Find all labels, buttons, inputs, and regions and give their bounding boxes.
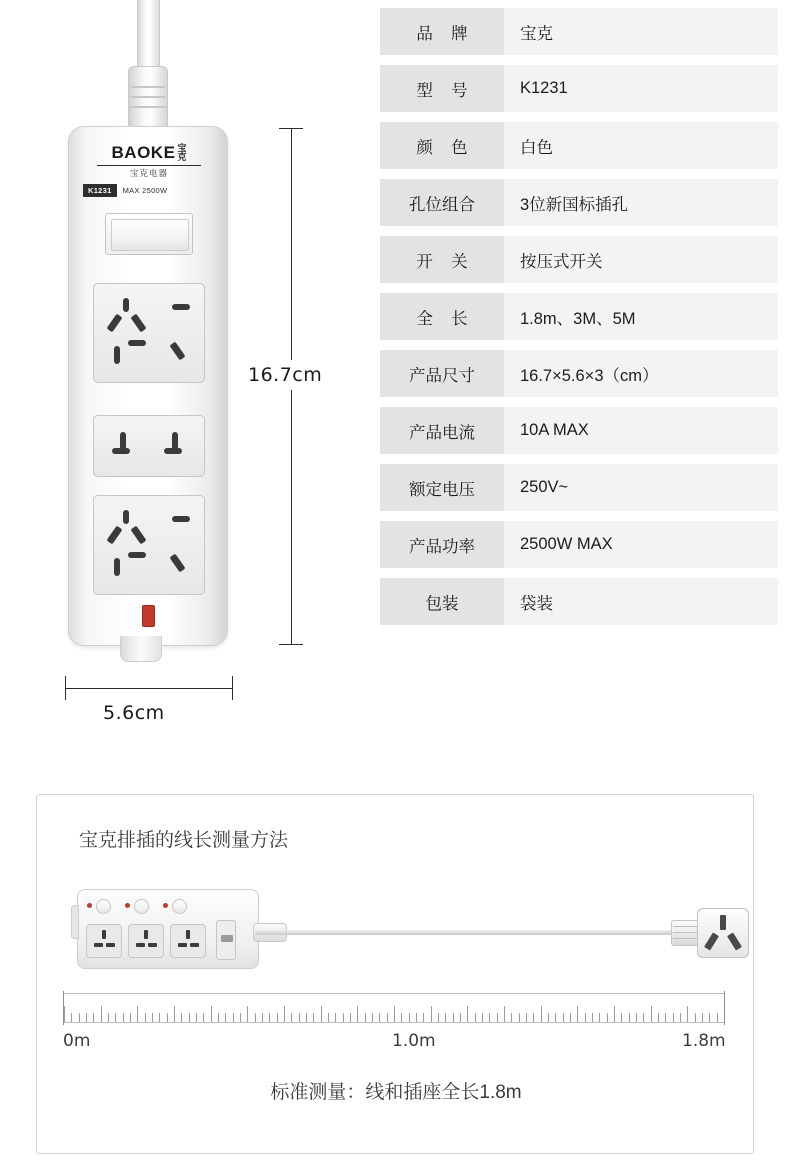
ruler-tick: [159, 1013, 160, 1022]
table-row: [380, 65, 778, 112]
ruler-tick: [130, 1013, 131, 1022]
ruler-tick: [328, 1013, 329, 1022]
ruler-tick: [71, 1013, 72, 1022]
socket-hole: [114, 558, 120, 576]
ruler-tick: [240, 1013, 241, 1022]
ruler-tick: [181, 1013, 182, 1022]
spec-value: K1231: [504, 65, 778, 112]
plug-neck-ridge: [673, 926, 697, 927]
dimension-height-label: 16.7cm: [246, 360, 324, 390]
ruler-tick: [519, 1013, 520, 1022]
ruler-tick: [64, 1006, 65, 1022]
socket-hole: [106, 526, 122, 545]
ruler-tick: [299, 1013, 300, 1022]
ruler-tick: [548, 1013, 549, 1022]
power-cable: [137, 0, 160, 70]
ruler-tick: [357, 1006, 358, 1022]
plug-neck-ridge: [673, 932, 697, 933]
ruler-tick: [115, 1013, 116, 1022]
ruler-tick: [233, 1013, 234, 1022]
table-row: [380, 521, 778, 568]
switch-rocker[interactable]: [111, 219, 189, 251]
socket-hole: [106, 314, 122, 333]
spec-label: 产品电流: [380, 407, 504, 454]
socket-hole: [130, 314, 146, 333]
spec-label: 产品功率: [380, 521, 504, 568]
ruler-tick: [277, 1013, 278, 1022]
socket-3: [93, 495, 205, 595]
ruler-label-middle: 1.0m: [392, 1031, 436, 1051]
spec-label: 孔位组合: [380, 179, 504, 226]
ruler-tick: [511, 1013, 512, 1022]
spec-value: 白色: [504, 122, 778, 169]
ruler-tick: [269, 1013, 270, 1022]
brand-subtitle: 宝克电器: [129, 168, 168, 178]
power-switch[interactable]: [105, 213, 193, 255]
ruler-tick: [629, 1013, 630, 1022]
usb-port-icon: [216, 920, 236, 960]
power-strip-body: [68, 126, 228, 646]
ruler-tick: [467, 1006, 468, 1022]
socket-hole: [186, 930, 190, 939]
socket-hole: [136, 943, 145, 947]
plug-pin: [704, 932, 719, 950]
table-row: [380, 350, 778, 397]
wall-plug: [697, 908, 749, 958]
socket-hole: [164, 448, 182, 454]
ruler-tick: [93, 1013, 94, 1022]
socket-hole: [128, 552, 146, 558]
model-bar: [83, 183, 215, 198]
mini-socket: [170, 924, 206, 958]
ruler-tick: [262, 1013, 263, 1022]
ruler-tick: [460, 1013, 461, 1022]
socket-hole: [102, 930, 106, 939]
table-row: [380, 8, 778, 55]
dimension-width-label: 5.6cm: [103, 702, 165, 724]
dimension-cap-bottom: [279, 644, 303, 645]
ruler-tick: [533, 1013, 534, 1022]
spec-value: 袋装: [504, 578, 778, 625]
table-row: [380, 236, 778, 283]
spec-label: 包装: [380, 578, 504, 625]
table-row: [380, 407, 778, 454]
ruler-tick: [592, 1013, 593, 1022]
ruler-tick: [475, 1013, 476, 1022]
ruler-tick: [614, 1006, 615, 1022]
ruler-tick: [79, 1013, 80, 1022]
mini-switch-button[interactable]: [96, 899, 111, 914]
socket-hole: [172, 516, 190, 522]
socket-hole: [169, 554, 185, 573]
ruler-tick: [123, 1013, 124, 1022]
table-row: [380, 464, 778, 511]
ruler-tick: [247, 1006, 248, 1022]
cable-ring-icon: [131, 86, 165, 88]
brand-name-en: BAOKE: [111, 143, 176, 162]
table-row: [380, 578, 778, 625]
table-row: [380, 122, 778, 169]
spec-value: 3位新国标插孔: [504, 179, 778, 226]
plug-neck-ridge: [673, 938, 697, 939]
ruler-tick: [423, 1013, 424, 1022]
socket-hole: [130, 526, 146, 545]
ruler-tick: [137, 1006, 138, 1022]
ruler-tick: [409, 1013, 410, 1022]
socket-hole: [94, 943, 103, 947]
spec-value: 按压式开关: [504, 236, 778, 283]
socket-hole: [112, 448, 130, 454]
ruler-end-right: [724, 991, 725, 1025]
socket-hole: [148, 943, 157, 947]
mini-socket: [86, 924, 122, 958]
spec-value: 宝克: [504, 8, 778, 55]
plug-pin: [720, 915, 726, 930]
mini-indicator-light: [125, 903, 130, 908]
ruler-tick: [643, 1013, 644, 1022]
table-row: [380, 293, 778, 340]
ruler-tick: [658, 1013, 659, 1022]
spec-label: 产品尺寸: [380, 350, 504, 397]
spec-value: 250V~: [504, 464, 778, 511]
ruler-tick: [218, 1013, 219, 1022]
socket-1: [93, 283, 205, 383]
ruler-tick: [203, 1013, 204, 1022]
mini-indicator-light: [163, 903, 168, 908]
power-cord: [255, 930, 689, 935]
mini-switch-button[interactable]: [134, 899, 149, 914]
brand-logo: [83, 143, 215, 179]
brand-cn-char-2: 克: [177, 152, 187, 162]
ruler: [63, 993, 725, 1023]
ruler-tick: [717, 1013, 718, 1022]
dimension-line-horizontal: [65, 688, 233, 689]
ruler-tick: [255, 1013, 256, 1022]
ruler-tick: [225, 1013, 226, 1022]
ruler-tick: [365, 1013, 366, 1022]
socket-hole: [169, 342, 185, 361]
spec-label: 额定电压: [380, 464, 504, 511]
ruler-tick: [453, 1013, 454, 1022]
ruler-tick: [108, 1013, 109, 1022]
ruler-tick: [695, 1013, 696, 1022]
ruler-end-left: [63, 991, 64, 1025]
ruler-tick: [343, 1013, 344, 1022]
ruler-tick: [555, 1013, 556, 1022]
table-row: [380, 179, 778, 226]
brand-name-cn-stack: [177, 143, 186, 162]
ruler-tick: [372, 1013, 373, 1022]
ruler-tick: [607, 1013, 608, 1022]
spec-label: 全 长: [380, 293, 504, 340]
ruler-tick: [621, 1013, 622, 1022]
ruler-tick: [438, 1013, 439, 1022]
spec-value: 16.7×5.6×3（cm）: [504, 350, 778, 397]
ruler-label-end: 1.8m: [682, 1031, 726, 1051]
ruler-tick: [541, 1006, 542, 1022]
ruler-tick: [401, 1013, 402, 1022]
measurement-caption: 标准测量：线和插座全长1.8m: [270, 1082, 522, 1103]
plug-pin: [727, 932, 742, 950]
ruler-tick: [291, 1013, 292, 1022]
spec-label: 开 关: [380, 236, 504, 283]
socket-hole: [123, 298, 129, 312]
ruler-tick: [174, 1006, 175, 1022]
ruler-tick: [687, 1006, 688, 1022]
mini-indicator-light: [87, 903, 92, 908]
ruler-tick: [673, 1013, 674, 1022]
socket-2: [93, 415, 205, 477]
ruler-tick: [350, 1013, 351, 1022]
ruler-tick: [526, 1013, 527, 1022]
ruler-tick: [702, 1013, 703, 1022]
spec-label: 型 号: [380, 65, 504, 112]
mini-socket: [128, 924, 164, 958]
ruler-tick: [335, 1013, 336, 1022]
socket-hole: [190, 943, 199, 947]
socket-hole: [106, 943, 115, 947]
ruler-tick: [313, 1013, 314, 1022]
ruler-tick: [167, 1013, 168, 1022]
ruler-tick: [665, 1013, 666, 1022]
ruler-tick: [497, 1013, 498, 1022]
spec-label: 颜 色: [380, 122, 504, 169]
ruler-tick: [489, 1013, 490, 1022]
ruler-tick: [379, 1013, 380, 1022]
socket-hole: [172, 304, 190, 310]
ruler-tick: [445, 1013, 446, 1022]
ruler-label-start: 0m: [63, 1031, 91, 1051]
ruler-tick: [570, 1013, 571, 1022]
spec-value: 2500W MAX: [504, 521, 778, 568]
ruler-tick: [651, 1006, 652, 1022]
brand-cn-char-1: 宝: [177, 143, 187, 153]
ruler-tick: [101, 1006, 102, 1022]
ruler-tick: [585, 1013, 586, 1022]
ruler-tick: [431, 1006, 432, 1022]
brand-divider: [97, 165, 201, 166]
ruler-tick: [504, 1006, 505, 1022]
cable-ring-icon: [130, 96, 166, 98]
ruler-tick: [86, 1013, 87, 1022]
measurement-title: 宝克排插的线长测量方法: [79, 830, 289, 851]
ruler-tick: [152, 1013, 153, 1022]
measurement-panel: [36, 794, 754, 1154]
ruler-tick: [196, 1013, 197, 1022]
ruler-tick: [387, 1013, 388, 1022]
ruler-tick: [394, 1006, 395, 1022]
socket-hole: [128, 340, 146, 346]
ruler-tick: [306, 1013, 307, 1022]
plug-neck: [671, 920, 699, 946]
socket-hole: [123, 510, 129, 524]
brand-logo-row: [83, 143, 215, 163]
ruler-tick: [599, 1013, 600, 1022]
socket-hole: [114, 346, 120, 364]
ruler-tick: [145, 1013, 146, 1022]
model-badge: K1231: [83, 184, 117, 197]
power-indicator-light: [142, 605, 155, 627]
ruler-tick: [189, 1013, 190, 1022]
ruler-tick: [321, 1006, 322, 1022]
cable-exit-foot: [120, 636, 162, 662]
mini-strip-side-nub: [71, 905, 79, 939]
socket-hole: [144, 930, 148, 939]
ruler-tick: [211, 1006, 212, 1022]
product-illustration: [0, 0, 370, 790]
spec-label: 品 牌: [380, 8, 504, 55]
spec-value: 10A MAX: [504, 407, 778, 454]
spec-value: 1.8m、3M、5M: [504, 293, 778, 340]
dimension-cap-right: [232, 676, 233, 700]
ruler-tick: [284, 1006, 285, 1022]
max-power-label: MAX 2500W: [122, 186, 168, 195]
ruler-tick: [709, 1013, 710, 1022]
ruler-tick: [563, 1013, 564, 1022]
ruler-tick: [482, 1013, 483, 1022]
ruler-tick: [577, 1006, 578, 1022]
ruler-tick: [680, 1013, 681, 1022]
ruler-tick: [416, 1013, 417, 1022]
mini-power-strip: [77, 889, 259, 969]
socket-hole: [178, 943, 187, 947]
mini-switch-button[interactable]: [172, 899, 187, 914]
specification-table: [380, 8, 778, 635]
ruler-tick: [636, 1013, 637, 1022]
cable-ring-icon: [129, 106, 167, 108]
